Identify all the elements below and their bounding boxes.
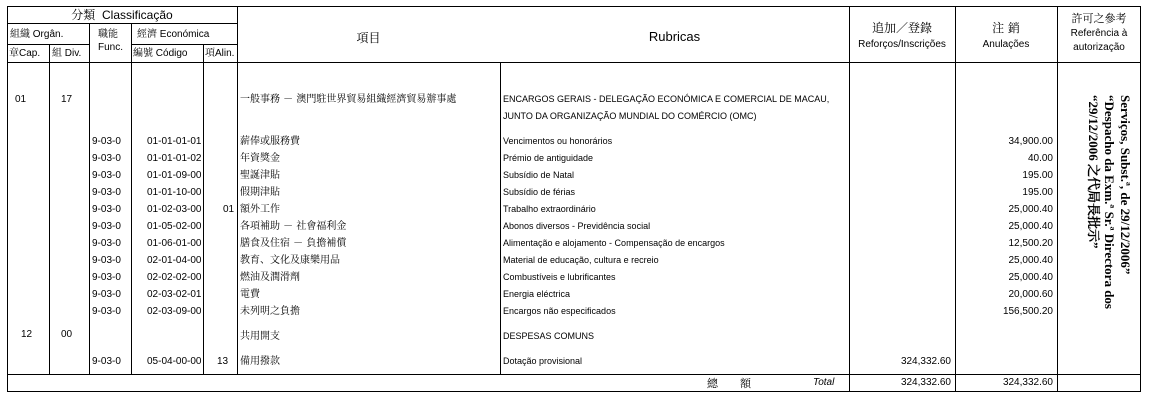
row-item-cn: 膳食及住宿 － 負擔補償 <box>240 238 347 249</box>
row-anulacoes: 40.00 <box>1027 153 1053 164</box>
row-rubrica: Combustíveis e lubrificantes <box>503 272 616 282</box>
rubricas-header: Rubricas <box>648 29 701 44</box>
alin-header: 項Alin. <box>205 48 235 59</box>
section2-cn: 共用開支 <box>240 331 280 342</box>
last-row-alin: 13 <box>217 356 229 367</box>
row-codigo: 01-02-03-00 <box>147 204 202 215</box>
row-rubrica: Trabalho extraordinário <box>503 204 596 214</box>
row-item-cn: 教育、文化及康樂用品 <box>240 255 340 266</box>
row-func: 9-03-0 <box>92 289 121 300</box>
row-rubrica: Subsídio de férias <box>503 187 576 197</box>
col-line <box>1057 6 1058 392</box>
reforcos-header-cn: 追加／登錄 <box>871 21 932 35</box>
row-codigo: 01-05-02-00 <box>147 221 202 232</box>
row-codigo: 02-01-04-00 <box>147 255 202 266</box>
row-codigo: 01-01-01-02 <box>147 153 202 164</box>
row-item-cn: 各項補助 － 社會福利金 <box>240 221 347 232</box>
row-codigo: 02-02-02-00 <box>147 272 202 283</box>
last-row-cn: 備用撥款 <box>240 356 280 367</box>
section1-pt1: ENCARGOS GERAIS - DELEGAÇÃO ECONÓMICA E COMERCIAL DE MACAU, <box>503 94 830 104</box>
row-func: 9-03-0 <box>92 221 121 232</box>
row-item-cn: 薪俸或服務費 <box>240 136 300 147</box>
ref-header-pt1: Referência à <box>1070 28 1128 39</box>
row-anulacoes: 25,000.40 <box>1008 255 1053 266</box>
total-label-cn: 總 額 <box>707 377 751 390</box>
row-item-cn: 電費 <box>240 289 260 300</box>
row-func: 9-03-0 <box>92 170 121 181</box>
row-rubrica: Encargos não especificados <box>503 306 616 316</box>
stamp-line2: “Despacho da Exm.ª Sr.ª Directora dos <box>1102 95 1117 309</box>
stamp-line3: Serviços, Subst.ª, de 29/12/2006” <box>1118 95 1133 275</box>
organ-underline <box>7 44 89 45</box>
col-line <box>849 6 850 392</box>
row-anulacoes: 195.00 <box>1022 187 1053 198</box>
row-func: 9-03-0 <box>92 255 121 266</box>
row-codigo: 01-01-10-00 <box>147 187 202 198</box>
col-line <box>131 23 132 374</box>
codigo-header: 編號 Código <box>133 48 188 59</box>
row-rubrica: Subsídio de Natal <box>503 170 575 180</box>
ref-header-cn: 許可之參考 <box>1071 12 1127 25</box>
row-func: 9-03-0 <box>92 204 121 215</box>
row-item-cn: 額外工作 <box>240 204 280 215</box>
row-anulacoes: 156,500.20 <box>1002 306 1053 317</box>
row-func: 9-03-0 <box>92 238 121 249</box>
section1-cn: 一般事務 － 澳門駐世界貿易組織經濟貿易辦事處 <box>240 94 457 105</box>
row-func: 9-03-0 <box>92 272 121 283</box>
col-line <box>7 6 8 392</box>
anulacoes-header-cn: 注 銷 <box>992 21 1020 35</box>
row-rubrica: Material de educação, cultura e recreio <box>503 255 659 265</box>
anulacoes-header-pt: Anulações <box>982 39 1030 50</box>
last-row-reforcos: 324,332.60 <box>900 356 951 367</box>
row-func: 9-03-0 <box>92 187 121 198</box>
row-rubrica: Energia eléctrica <box>503 289 571 299</box>
budget-table <box>7 6 1141 392</box>
total-top-border <box>7 374 1141 375</box>
col-line <box>955 6 956 392</box>
cap-header: 章Cap. <box>9 48 41 59</box>
row-anulacoes: 195.00 <box>1022 170 1053 181</box>
classificacao-underline <box>7 23 237 24</box>
div-header: 組 Div. <box>52 48 82 59</box>
row-codigo: 01-01-09-00 <box>147 170 202 181</box>
total-reforcos: 324,332.60 <box>900 377 951 388</box>
stamp-svg <box>1071 91 1141 351</box>
stamp-line1: “29/12/2006 之代局長批示” <box>1086 95 1101 249</box>
row-alin: 01 <box>223 204 235 215</box>
organ-header: 組織 Orgân. <box>10 29 64 40</box>
last-row-func: 9-03-0 <box>92 356 121 367</box>
row-anulacoes: 25,000.40 <box>1008 221 1053 232</box>
row-anulacoes: 20,000.60 <box>1008 289 1053 300</box>
row-item-cn: 假期津貼 <box>240 187 280 198</box>
total-anulacoes: 324,332.60 <box>1002 377 1053 388</box>
total-label-pt: Total <box>813 377 835 388</box>
econ-underline <box>131 44 237 45</box>
econ-header: 經濟 Económica <box>137 29 210 40</box>
items-header: 項目 <box>356 31 381 45</box>
row-rubrica: Alimentação e alojamento - Compensação de encargos <box>503 238 725 248</box>
header-bottom-border <box>7 62 1141 63</box>
row-func: 9-03-0 <box>92 153 121 164</box>
row-anulacoes: 34,900.00 <box>1008 136 1053 147</box>
section2-pt: DESPESAS COMUNS <box>503 331 595 341</box>
section1-cap: 01 <box>15 94 27 105</box>
row-codigo: 01-06-01-00 <box>147 238 202 249</box>
table-top-border <box>7 6 1141 7</box>
authorization-stamp <box>1071 91 1141 351</box>
row-item-cn: 聖誕津貼 <box>240 170 280 181</box>
col-line <box>237 6 238 374</box>
func-header-pt: Func. <box>98 42 124 53</box>
row-anulacoes: 12,500.20 <box>1008 238 1053 249</box>
table-bottom-border <box>7 391 1141 392</box>
col-line <box>49 44 50 374</box>
row-rubrica: Abonos diversos - Previdência social <box>503 221 651 231</box>
col-line <box>203 44 204 374</box>
row-item-cn: 年資獎金 <box>240 153 280 164</box>
row-item-cn: 燃油及潤滑劑 <box>240 272 300 283</box>
row-anulacoes: 25,000.40 <box>1008 204 1053 215</box>
last-row-codigo: 05-04-00-00 <box>147 356 202 367</box>
row-codigo: 02-03-02-01 <box>147 289 202 300</box>
row-rubrica: Vencimentos ou honorários <box>503 136 613 146</box>
reforcos-header-pt: Reforços/Inscrições <box>858 39 946 50</box>
col-line <box>500 62 501 374</box>
col-line <box>89 23 90 374</box>
last-row-pt: Dotação provisional <box>503 356 583 366</box>
row-func: 9-03-0 <box>92 136 121 147</box>
func-header-cn: 職能 <box>98 29 118 40</box>
classificacao-header: 分類 Classificação <box>71 8 173 22</box>
row-func: 9-03-0 <box>92 306 121 317</box>
row-anulacoes: 25,000.40 <box>1008 272 1053 283</box>
section1-div: 17 <box>61 94 73 105</box>
section2-div: 00 <box>61 329 73 340</box>
ref-header-pt2: autorização <box>1073 42 1125 53</box>
row-rubrica: Prémio de antiguidade <box>503 153 594 163</box>
row-codigo: 02-03-09-00 <box>147 306 202 317</box>
row-item-cn: 未列明之負擔 <box>240 306 300 317</box>
row-codigo: 01-01-01-01 <box>147 136 202 147</box>
section1-pt2: JUNTO DA ORGANIZAÇÃO MUNDIAL DO COMÉRCIO (OMC) <box>503 111 757 121</box>
section2-cap: 12 <box>21 329 33 340</box>
